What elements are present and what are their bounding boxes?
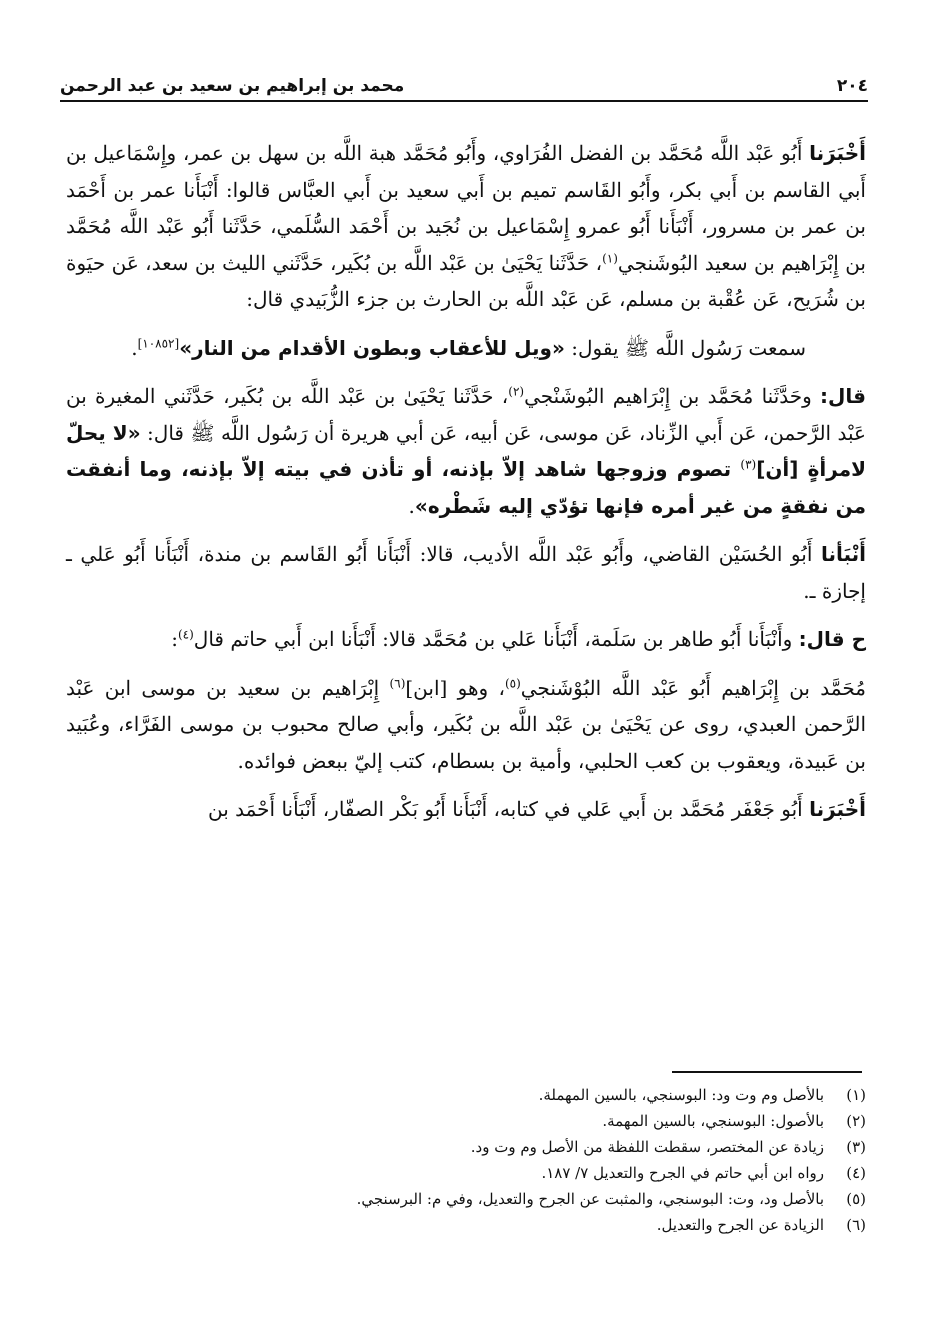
chain-keyword: قال:	[820, 384, 867, 408]
paragraph-end: .	[408, 493, 415, 518]
footnote-marker: (٤)	[177, 627, 194, 642]
paragraph-4	[66, 536, 866, 609]
paragraph-text: وأَنْبَأَنا أَبُو طاهر بن سَلَمة، أَنْبَأَنا عَلي بن مُحَمَّد قالا: أَنْبَأَنا ابن أَبي حاتم قال	[193, 627, 799, 651]
footnote-number: (٥)	[846, 1190, 866, 1208]
header-divider	[60, 100, 868, 102]
paragraph-7	[66, 791, 866, 828]
footnote-number: (١)	[846, 1086, 866, 1104]
paragraph-text: ، حَدَّثَنا يَحْيَىٰ بن عَبْد اللَّه بن بُكَير، حَدَّثَني المغيرة بن عَبْد الرَّحمن، عَن أَبي الزِّناد، عَن موسى، عَن أبيه، عَن أبي هريرة أن رَسُول اللَّه ﷺ قال:	[66, 384, 866, 445]
paragraph-text: مُحَمَّد بن إِبْرَاهيم أَبُو عَبْد اللَّه البُوْشَنجي	[520, 675, 866, 700]
footnote-text: الزيادة عن الجرح والتعديل.	[656, 1216, 824, 1234]
footnotes	[66, 1082, 866, 1238]
hadith-quote: تصوم وزوجها شاهد إلاّ بإذنه، أو تأذن في بيته إلاّ بإذنه، وما أنفقت من نفقةٍ من غير أمره فإنها تؤدّي إليه شَطْره»	[66, 457, 866, 518]
footnote-marker: (٥)	[504, 675, 521, 690]
footnote-item	[66, 1082, 866, 1108]
footnote-number: (٢)	[846, 1112, 866, 1130]
main-text	[66, 135, 866, 840]
footnote-text: بالأصل وم وت ود: البوسنجي، بالسين المهملة.	[538, 1086, 824, 1104]
footnote-item	[66, 1160, 866, 1186]
hadith-reference: [١٠٨٥٢]	[137, 335, 180, 350]
footnote-number: (٣)	[846, 1138, 866, 1156]
paragraph-5	[66, 621, 866, 658]
paragraph-6	[66, 670, 866, 780]
footnote-item	[66, 1186, 866, 1212]
footnote-item	[66, 1108, 866, 1134]
chain-keyword: ح قال:	[798, 627, 866, 651]
paragraph-text: وحَدَّثَنا مُحَمَّد بن إِبْرَاهيم البُوشَنْجي	[524, 384, 821, 408]
paragraph-text: أَبُو عَبْد اللَّه مُحَمَّد بن الفضل الفُرَاوي، وأَبُو مُحَمَّد هبة اللَّه بن سهل بن عمر، وإِسْمَاعيل بن أَبي القاسم بن أَبي بكر، وأَبُو القَاسم تميم بن أَبي سعيد بن أَبي العبَّاس قالوا: أَنْبَأَنا عمر بن أَحْمَد بن عمر بن مسرور، أَنْبَأَنا أَبُو عمرو إِسْمَاعيل بن نُجَيد بن أَحْمَد السُّلَمي، حَدَّثَنا أَبُو عَبْد اللَّه مُحَمَّد بن إِبْرَاهيم بن سعيد البُوشَنجي	[66, 141, 866, 275]
footnote-text: رواه ابن أبي حاتم في الجرح والتعديل ٧/ ١٨٧.	[541, 1164, 824, 1182]
chain-keyword: أَخْبَرَنا	[809, 141, 866, 165]
footnote-marker: (٦)	[389, 675, 406, 690]
paragraph-text: سمعت رَسُول اللَّه ﷺ يقول:	[564, 335, 806, 360]
footnote-text: بالأصل ود، وت: البوسنجي، والمثبت عن الجرح والتعديل، وفي م: البرسنجي.	[356, 1190, 824, 1208]
paragraph-text: ، وهو [ابن]	[405, 675, 505, 700]
footnote-number: (٦)	[846, 1216, 866, 1234]
chain-keyword: أَخْبَرَنا	[809, 797, 866, 821]
footnote-item	[66, 1134, 866, 1160]
paragraph-1	[66, 135, 866, 318]
hadith-quote: «لا يحلّ لامرأةٍ [أن]	[66, 420, 866, 481]
paragraph-text: ، حَدَّثَنا يَحْيَىٰ بن عَبْد اللَّه بن بُكَير، حَدَّثَني الليث بن سعد، عَن حيَوة بن شُرَيح، عَن عُقْبة بن مسلم، عَن عَبْد اللَّه بن الحارث بن جزء الزُّبَيدي قال:	[66, 250, 866, 311]
footnote-marker: (٢)	[508, 384, 525, 399]
footnote-marker: (١)	[602, 250, 618, 265]
footnote-number: (٤)	[846, 1164, 866, 1182]
hadith-quote: «ويل للأعقاب وبطون الأقدام من النار»	[179, 335, 565, 360]
footnote-divider	[672, 1071, 862, 1073]
paragraph-end: .	[131, 335, 138, 360]
footnote-marker: (٣)	[740, 457, 757, 472]
paragraph-text: أَبُو الحُسَيْن القاضي، وأَبُو عَبْد اللَّه الأديب، قالا: أَنْبَأَنا أَبُو القَاسم بن مندة، أَنْبَأَنا أَبُو عَلي ـ إجازة ـ.	[66, 542, 866, 603]
footnote-text: زيادة عن المختصر، سقطت اللفظة من الأصل وم وت ود.	[470, 1138, 824, 1156]
paragraph-text: أَبُو جَعْفَر مُحَمَّد بن أَبي عَلي في كتابه، أَنْبَأَنا أَبُو بَكْر الصفّار، أَنْبَأَنا أَحْمَد بن	[207, 797, 810, 821]
footnote-item	[66, 1212, 866, 1238]
paragraph-2	[66, 330, 866, 367]
page-number: ٢٠٤	[836, 76, 868, 96]
footnote-text: بالأصول: البوسنجي، بالسين المهمة.	[602, 1112, 824, 1130]
paragraph-3	[66, 378, 866, 524]
paragraph-text: إِبْرَاهيم بن سعيد بن موسى ابن عَبْد الرَّحمن العبدي، روى عن يَحْيَىٰ بن عَبْد اللَّه بن بُكَير، وأبي صالح محبوب بن موسى الفَرَّاء، وعُبَيد بن عَبيدة، ويعقوب بن كعب الحلبي، وأمية بن بسطام، كتب إليّ ببعض فوائده.	[66, 675, 866, 773]
chain-keyword: أَنْبَأنا	[820, 542, 866, 566]
paragraph-end: :	[171, 627, 178, 651]
page-header	[60, 62, 868, 96]
running-title: محمد بن إبراهيم بن سعيد بن عبد الرحمن	[60, 76, 405, 96]
